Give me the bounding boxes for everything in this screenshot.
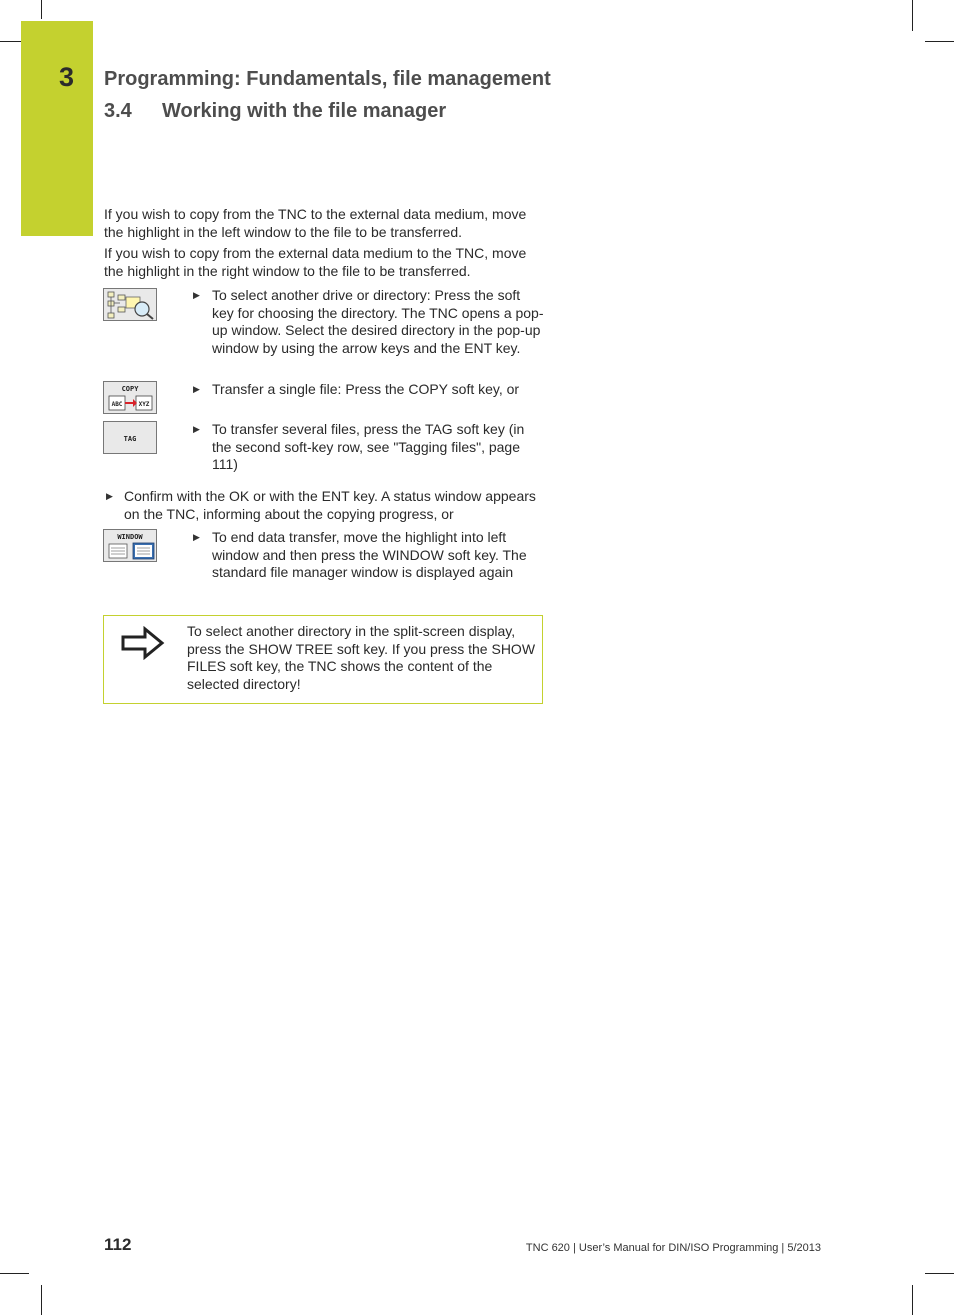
tag-label: TAG: [123, 435, 137, 443]
window-icon: [104, 530, 156, 561]
bullet-triangle-icon: ▶: [193, 424, 200, 434]
crop-mark: [41, 0, 42, 19]
step-end-transfer: To end data transfer, move the highlight into left window and then press the WINDOW soft key. The standard file manager window is displayed again: [212, 529, 527, 580]
section-number: 3.4: [104, 100, 132, 122]
note-arrow-icon: [121, 626, 165, 660]
tag-softkey[interactable]: [103, 421, 157, 454]
bullet-triangle-icon: ▶: [193, 532, 200, 542]
chapter-title: Programming: Fundamentals, file management: [104, 68, 551, 90]
note-text: To select another directory in the split-screen display, press the SHOW TREE soft key. If you press the SHOW FILES soft key, the TNC shows the content of the selected directory!: [187, 623, 536, 692]
crop-mark: [0, 1273, 29, 1274]
chapter-tab: [21, 21, 93, 236]
chapter-number: 3: [59, 62, 75, 92]
paragraph-copy-to-external: If you wish to copy from the TNC to the external data medium, move the highlight in the left window to the file to be transferred.: [104, 206, 527, 240]
copy-label: COPY: [121, 385, 139, 393]
crop-mark: [925, 1273, 954, 1274]
section-title: Working with the file manager: [162, 100, 447, 122]
page-number: 112: [104, 1235, 132, 1254]
bullet-triangle-icon: ▶: [193, 290, 200, 300]
step-select-directory: To select another drive or directory: Press the soft key for choosing the directory. The TNC opens a pop-up window. Select the desired directory in the pop-up window by using the arrow keys and the ENT key.: [212, 287, 544, 356]
crop-mark: [0, 41, 21, 42]
bullet-triangle-icon: ▶: [106, 491, 113, 501]
tag-icon: [104, 422, 156, 453]
window-softkey[interactable]: [103, 529, 157, 562]
copy-target-label: XYZ: [138, 401, 150, 408]
paragraph-copy-to-tnc: If you wish to copy from the external data medium to the TNC, move the highlight in the right window to the file to be transferred.: [104, 245, 527, 279]
step-copy-single: Transfer a single file: Press the COPY soft key, or: [212, 381, 520, 397]
window-label: WINDOW: [117, 533, 143, 541]
footer-manual-info: TNC 620 | User’s Manual for DIN/ISO Programming | 5/2013: [525, 1242, 821, 1254]
copy-icon: [104, 382, 156, 413]
directory-softkey[interactable]: [103, 288, 157, 321]
crop-mark: [912, 1285, 913, 1315]
note-divider: [184, 616, 185, 703]
note-box: [103, 615, 543, 704]
step-tag-files: To transfer several files, press the TAG soft key (in the second soft-key row, see "Tagging files", page 111): [212, 421, 525, 472]
bullet-triangle-icon: ▶: [193, 384, 200, 394]
step-confirm: Confirm with the OK or with the ENT key. A status window appears on the TNC, informing about the copying progress, or: [124, 488, 536, 522]
copy-source-label: ABC: [111, 401, 123, 408]
crop-mark: [925, 41, 954, 42]
crop-mark: [41, 1285, 42, 1315]
directory-tree-icon: [104, 289, 156, 320]
copy-softkey[interactable]: [103, 381, 157, 414]
crop-mark: [912, 0, 913, 31]
